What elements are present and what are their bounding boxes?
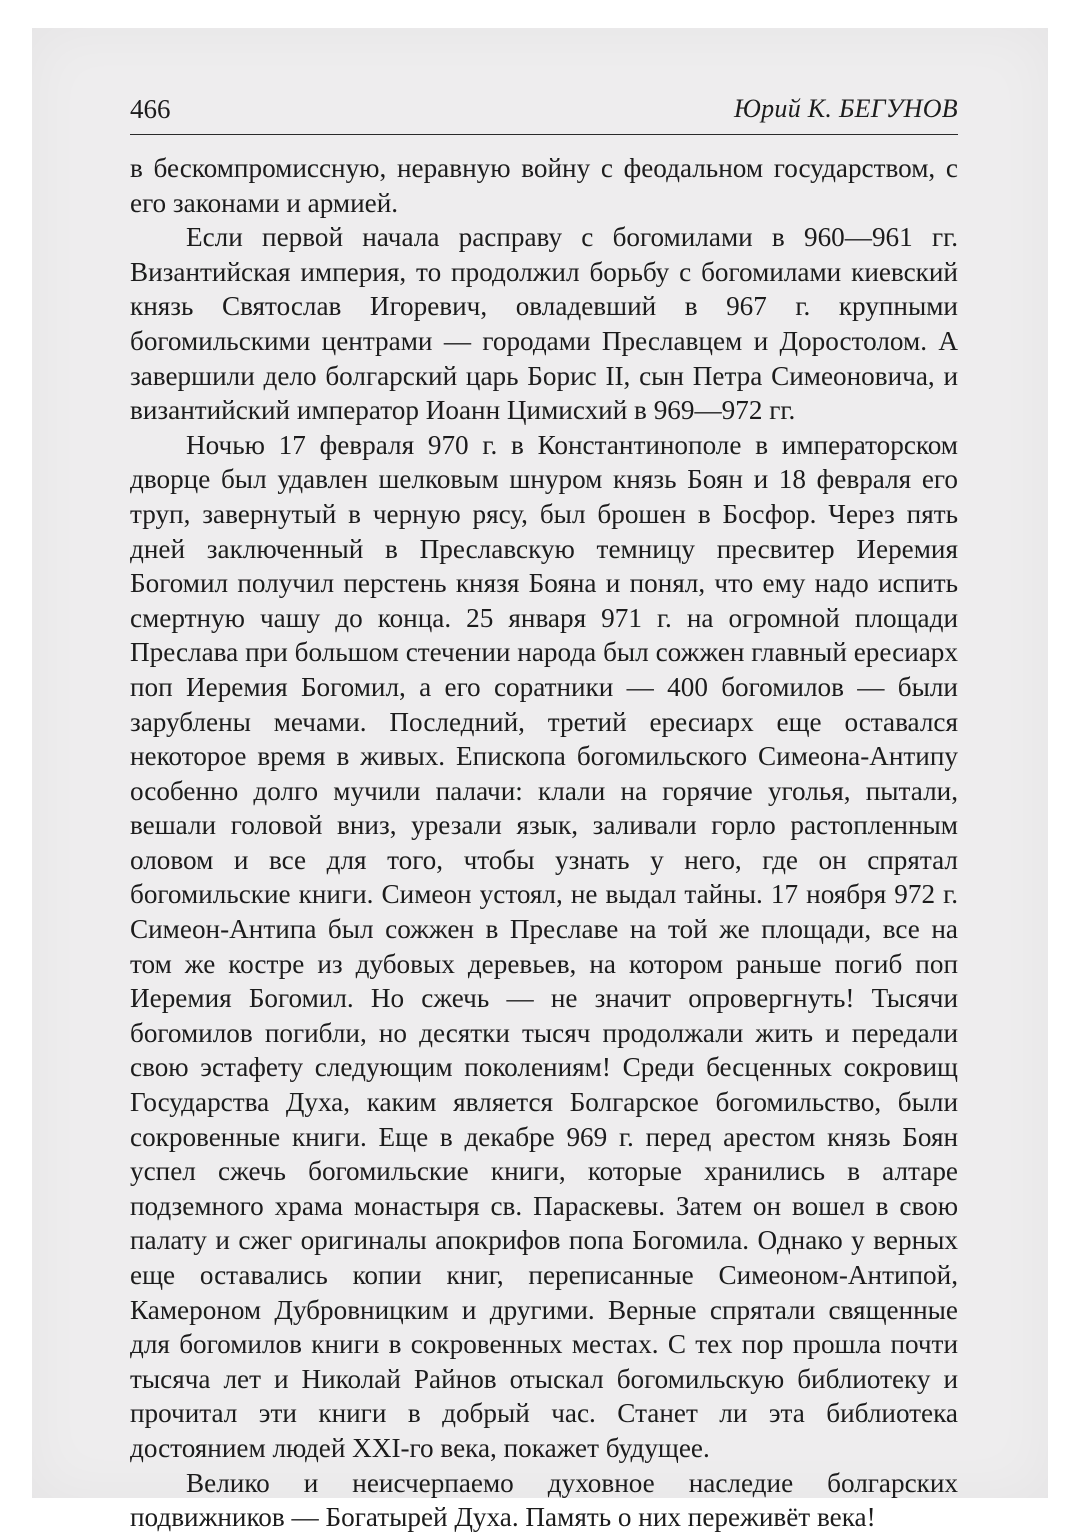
paragraph: Ночью 17 февраля 970 г. в Константинополе в императорском дворце был удавлен шелковым шнуром князь Боян и 18 февраля его труп, завернутый в черную рясу, был брошен в Босфор. Через пять дней заключенный в Преславскую темницу пресвитер Иеремия Богомил получил перстень князя Бояна и понял, что ему надо испить смертную чашу до конца. 25 января 971 г. на огромной площади Преслава при большом стечении народа был сожжен главный ересиарх поп Иеремия Богомил, а его соратники — 400 богомилов — были зарублены мечами. Последний, третий ересиарх еще оставался некоторое время в живых. Епископа богомильского Симеона-Антипу особенно долго мучили палачи: клали на горячие уголья, пытали, вешали головой вниз, урезали язык, заливали горло растопленным оловом и все для того, чтобы узнать у него, где он спрятал богомильские книги. Симеон устоял, не выдал тайны. 17 ноября 972 г. Симеон-Антипа был сожжен в Преславе на той же площади, все на том же костре из дубовых деревьев, на котором раньше погиб поп Иеремия Богомил. Но сжечь — не значит опровергнуть! Тысячи богомилов погибли, но десятки тысяч продолжали жить и передали свою эстафету следующим поколениям! Среди бесценных сокровищ Государства Духа, каким является Болгарское богомильство, были сокровенные книги. Еще в декабре 969 г. перед арестом князь Боян успел сжечь богомильские книги, которые хранились в алтаре подземного храма монастыря св. Параскевы. Затем он вошел в свою палату и сжег оригиналы апокрифов попа Богомила. Однако у верных еще оставались копии книг, переписанные Симеоном-Антипой, Камероном Дубровницким и другими. Верные спрятали священные для богомилов книги в сокровенных местах. С тех пор прошла почти тысяча лет и Николай Райнов отыскал богомильскую библиотеку и прочитал эти книги в добрый час. Станет ли эта библиотека достоянием людей XXI-го века, покажет будущее. — [130, 429, 958, 1463]
page-header — [130, 88, 958, 135]
paragraph-continued: в бескомпромиссную, неравную войну с феодальном государством, с его законами и армией. — [130, 153, 958, 218]
page-body-text — [130, 151, 958, 1535]
book-page — [130, 88, 958, 1535]
paragraph: Если первой начала расправу с богомилами в 960—961 гг. Византийская империя, то продолжил борьбу с богомилами киевский князь Святослав Игоревич, овладевший в 967 г. крупными богомильскими центрами — городами Преславцем и Доростолом. А завершили дело болгарский царь Борис II, сын Петра Симеоновича, и византийский император Иоанн Цимисхий в 969—972 гг. — [130, 222, 958, 426]
page-number: 466 — [130, 94, 171, 124]
running-head-author: Юрий К. БЕГУНОВ — [733, 94, 958, 123]
paragraph-closing: Велико и неисчерпаемо духовное наследие болгарских подвижников — Богатырей Духа. Память о них переживёт века! — [130, 1467, 958, 1533]
